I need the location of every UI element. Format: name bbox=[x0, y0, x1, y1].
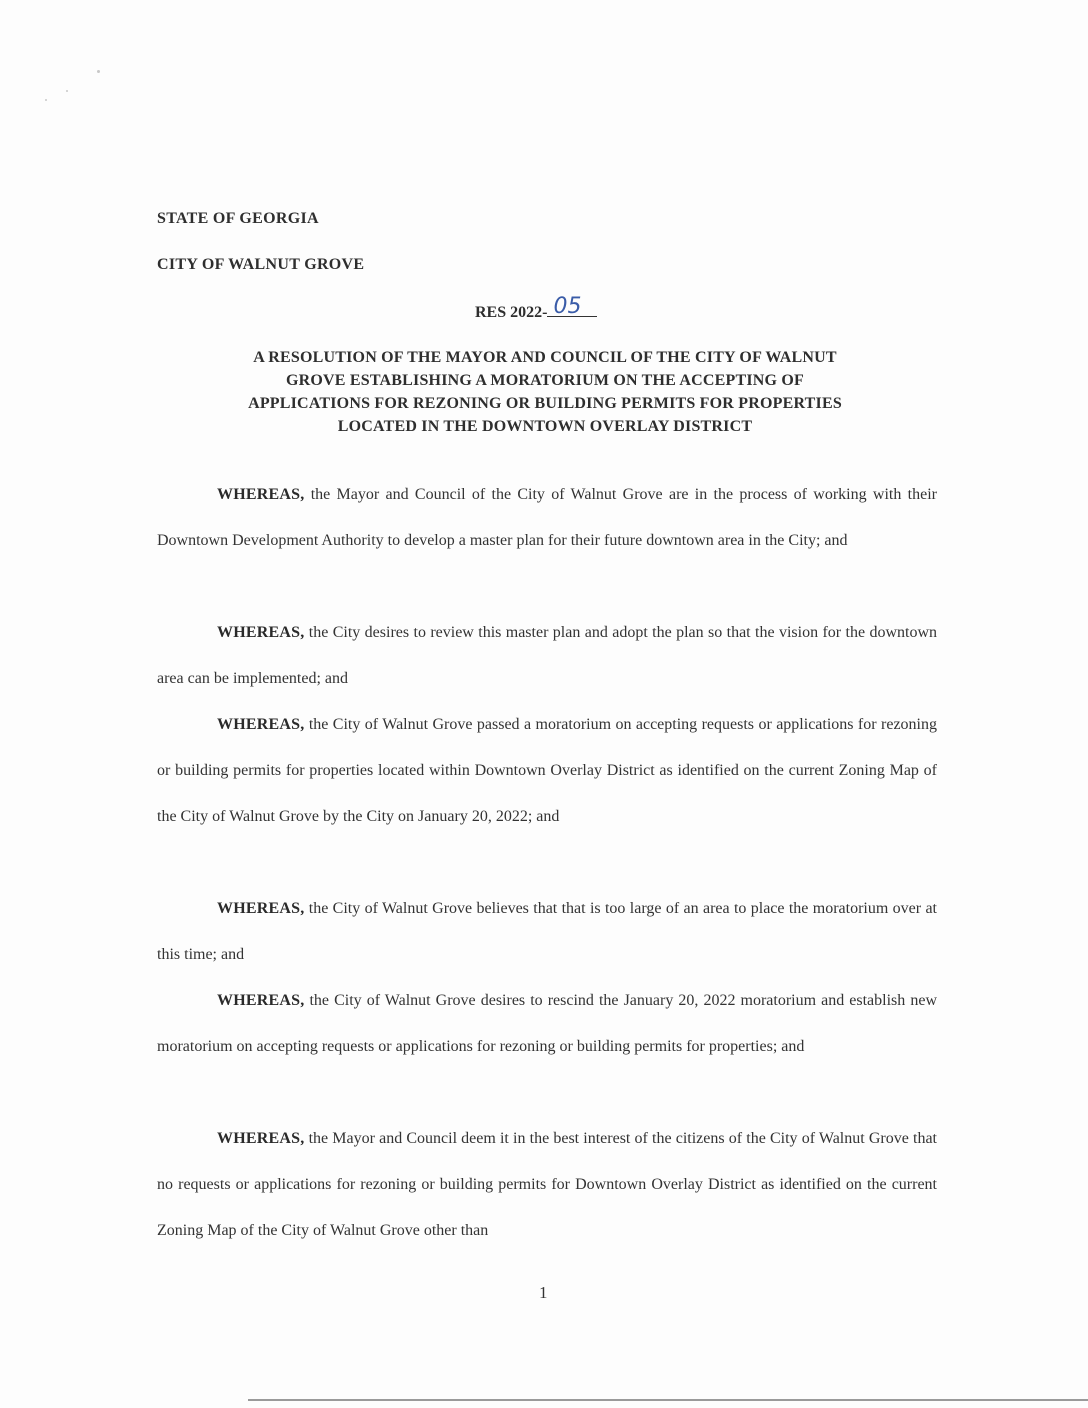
whereas-paragraph bbox=[157, 472, 937, 564]
scan-speck bbox=[45, 99, 47, 101]
paragraph-text: the City of Walnut Grove believes that that is too large of an area to place the moratorium over at this time; and bbox=[157, 900, 937, 963]
whereas-paragraph bbox=[157, 610, 937, 702]
paragraph-text: the City of Walnut Grove passed a moratorium on accepting requests or applications for rezoning or building permits for properties located within Downtown Overlay District as identified on the current Zoning Map of the City of Walnut Grove by the City on January 20, 2022; and bbox=[157, 716, 937, 825]
state-heading: STATE OF GEORGIA bbox=[157, 210, 319, 227]
scan-speck bbox=[66, 90, 68, 92]
whereas-lead: WHEREAS, bbox=[217, 1130, 305, 1147]
title-line: APPLICATIONS FOR REZONING OR BUILDING PERMITS FOR PROPERTIES bbox=[248, 395, 842, 412]
whereas-lead: WHEREAS, bbox=[217, 624, 305, 641]
whereas-lead: WHEREAS, bbox=[217, 486, 305, 503]
paragraph-text: the Mayor and Council deem it in the best interest of the citizens of the City of Walnut Grove that no requests or applications for rezoning or building permits for Downtown Overlay District as identified on the current Zoning Map of the City of Walnut Grove other than bbox=[157, 1130, 937, 1239]
whereas-paragraph bbox=[157, 978, 937, 1070]
city-heading: CITY OF WALNUT GROVE bbox=[157, 256, 365, 273]
whereas-paragraph bbox=[157, 886, 937, 978]
title-line: LOCATED IN THE DOWNTOWN OVERLAY DISTRICT bbox=[337, 418, 753, 435]
title-line: GROVE ESTABLISHING A MORATORIUM ON THE ACCEPTING OF bbox=[286, 372, 804, 389]
resolution-title bbox=[165, 346, 925, 438]
scan-speck bbox=[97, 70, 100, 73]
title-line: A RESOLUTION OF THE MAYOR AND COUNCIL OF THE CITY OF WALNUT bbox=[253, 349, 837, 366]
paragraph-text: the Mayor and Council of the City of Walnut Grove are in the process of working with their Downtown Development Authority to develop a master plan for their future downtown area in the City; and bbox=[157, 486, 937, 549]
whereas-paragraph bbox=[157, 702, 937, 840]
whereas-lead: WHEREAS, bbox=[217, 900, 305, 917]
resolution-prefix: RES 2022- bbox=[475, 304, 548, 321]
whereas-lead: WHEREAS, bbox=[217, 716, 305, 733]
resolution-number bbox=[475, 294, 597, 322]
scan-edge-line bbox=[248, 1399, 1088, 1401]
whereas-paragraph bbox=[157, 1116, 937, 1254]
page-number: 1 bbox=[539, 1283, 548, 1302]
handwritten-resolution-number: 05 bbox=[547, 298, 597, 317]
whereas-lead: WHEREAS, bbox=[217, 992, 305, 1009]
paragraph-text: the City of Walnut Grove desires to rescind the January 20, 2022 moratorium and establish new moratorium on accepting requests or applications for rezoning or building permits for properties; and bbox=[157, 992, 937, 1055]
paragraph-text: the City desires to review this master plan and adopt the plan so that the vision for the downtown area can be implemented; and bbox=[157, 624, 937, 687]
